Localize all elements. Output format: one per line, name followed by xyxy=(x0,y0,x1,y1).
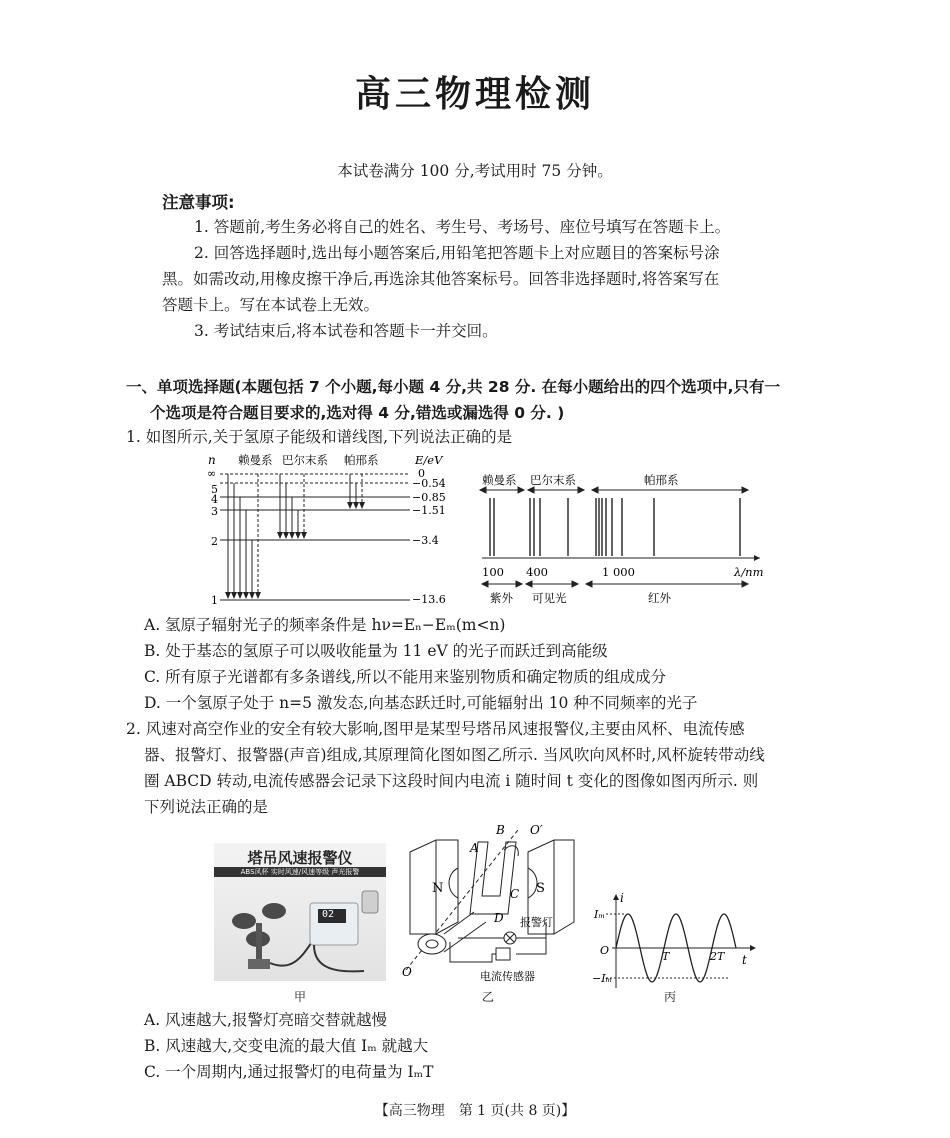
notice-line-5: 3. 考试结束后,将本试卷和答题卡一并交回。 xyxy=(194,322,498,340)
tick-lambda: λ/nm xyxy=(734,565,764,579)
anemometer-drawing xyxy=(214,843,386,981)
axis-i-label: i xyxy=(620,891,624,905)
sensor-label: 电流传感器 xyxy=(480,970,535,983)
origin-label: O xyxy=(600,944,610,957)
series-arrows xyxy=(480,487,748,493)
photo-subtitle: ABS风杯 实时风速/风速等级 声光报警 xyxy=(214,867,386,877)
label-O-prime: O′ xyxy=(530,823,543,837)
section-heading-line1: 一、单项选择题(本题包括 7 个小题,每小题 4 分,共 28 分. 在每小题给出的四个选项中,只有一 xyxy=(126,378,781,396)
q1-stem: 1. 如图所示,关于氢原子能级和谱线图,下列说法正确的是 xyxy=(126,428,513,446)
label-C: C xyxy=(510,887,520,901)
wind-alarm-photo xyxy=(214,843,386,981)
label-N: N xyxy=(432,881,444,896)
spectrum-lyman-label: 赖曼系 xyxy=(482,473,517,487)
label-O: O xyxy=(402,965,412,979)
q2-stem-line1: 2. 风速对高空作业的安全有较大影响,图甲是某型号塔吊风速报警仪,主要由风杯、电流传感 xyxy=(126,720,745,738)
exam-info: 本试卷满分 100 分,考试用时 75 分钟。 xyxy=(337,162,613,180)
energy-level-diagram xyxy=(200,450,462,610)
energy-5: −0.54 xyxy=(412,477,446,490)
current-time-graph xyxy=(592,890,762,990)
q1-option-c: C. 所有原子光谱都有多条谱线,所以不能用来鉴别物质和确定物质的组成成分 xyxy=(144,668,667,686)
level-5: 5 xyxy=(211,483,218,496)
lyman-label: 赖曼系 xyxy=(238,453,273,467)
spectral-lines xyxy=(490,498,740,556)
section-heading-line2: 个选项是符合题目要求的,选对得 4 分,错选或漏选得 0 分. ) xyxy=(150,404,565,422)
transition-arrows xyxy=(228,474,362,598)
spectrum-lines-diagram xyxy=(478,470,768,610)
q2-stem-line3: 圈 ABCD 转动,电流传感器会记录下这段时间内电流 i 随时间 t 变化的图像如图丙所示. 则 xyxy=(144,772,759,790)
balmer-label: 巴尔末系 xyxy=(282,453,328,467)
energy-4: −0.85 xyxy=(412,491,446,504)
q2-stem-line2: 器、报警灯、报警器(声音)组成,其原理简化图如图乙所示. 当风吹向风杯时,风杯旋转带动线 xyxy=(144,746,765,764)
energy-unit: E/eV xyxy=(415,453,443,467)
energy-2: −3.4 xyxy=(412,534,439,547)
region-visible: 可见光 xyxy=(532,591,567,605)
spectrum-balmer-label: 巴尔末系 xyxy=(530,473,576,487)
generator-schematic xyxy=(396,822,596,987)
notice-line-3: 黑。如需改动,用橡皮擦干净后,再选涂其他答案标号。回答非选择题时,将答案写在 xyxy=(162,270,720,288)
q1-option-a: A. 氢原子辐射光子的频率条件是 hν=Eₙ−Eₘ(m<n) xyxy=(144,616,506,634)
im-label: Iₘ xyxy=(594,908,606,921)
notice-line-2: 2. 回答选择题时,选出每小题答案后,用铅笔把答题卡上对应题目的答案标号涂 xyxy=(194,244,720,262)
tick-400: 400 xyxy=(526,565,548,579)
neg-im-label: −Iₘ xyxy=(592,972,613,985)
label-B: B xyxy=(496,823,505,837)
energy-3: −1.51 xyxy=(412,504,446,517)
n-axis-label: n xyxy=(208,453,216,467)
region-arrows xyxy=(482,581,748,587)
period-2T-label: 2T xyxy=(710,950,725,963)
label-S: S xyxy=(536,881,545,896)
energy-1: −13.6 xyxy=(412,593,446,606)
level-inf: ∞ xyxy=(207,467,217,480)
tick-1000: 1 000 xyxy=(602,565,635,579)
caption-yi: 乙 xyxy=(482,990,495,1004)
caption-bing: 丙 xyxy=(664,990,677,1004)
level-1: 1 xyxy=(211,594,218,607)
notice-heading: 注意事项: xyxy=(162,193,235,212)
photo-title: 塔吊风速报警仪 xyxy=(247,849,353,867)
q2-option-c: C. 一个周期内,通过报警灯的电荷量为 IₘT xyxy=(144,1063,434,1081)
level-4: 4 xyxy=(211,493,218,506)
spectrum-paschen-label: 帕邢系 xyxy=(644,473,679,487)
photo-display-value: 02 xyxy=(322,909,335,920)
level-lines xyxy=(220,474,410,600)
axis-t-label: t xyxy=(742,953,747,967)
q1-option-d: D. 一个氢原子处于 n=5 激发态,向基态跃迁时,可能辐射出 10 种不同频率的光子 xyxy=(144,694,698,712)
label-D: D xyxy=(494,911,504,925)
q1-option-b: B. 处于基态的氢原子可以吸收能量为 11 eV 的光子而跃迁到高能级 xyxy=(144,642,608,660)
caption-jia: 甲 xyxy=(294,990,307,1004)
level-3: 3 xyxy=(211,505,218,518)
q2-option-a: A. 风速越大,报警灯亮暗交替就越慢 xyxy=(144,1011,387,1029)
label-A: A xyxy=(470,841,479,855)
q2-stem-line4: 下列说法正确的是 xyxy=(144,798,269,816)
notice-line-4: 答题卡上。写在本试卷上无效。 xyxy=(162,296,380,314)
period-T-label: T xyxy=(662,950,670,963)
paschen-label: 帕邢系 xyxy=(344,453,379,467)
level-2: 2 xyxy=(211,535,218,548)
page-footer: 【高三物理 第 1 页(共 8 页)】 xyxy=(374,1103,576,1119)
page-title: 高三物理检测 xyxy=(354,74,595,115)
lamp-label: 报警灯 xyxy=(520,916,553,929)
tick-100: 100 xyxy=(482,565,504,579)
energy-inf: 0 xyxy=(418,467,425,480)
notice-line-1: 1. 答题前,考生务必将自己的姓名、考生号、考场号、座位号填写在答题卡上。 xyxy=(194,218,731,236)
region-uv: 紫外 xyxy=(490,591,513,605)
region-ir: 红外 xyxy=(648,591,671,605)
q2-option-b: B. 风速越大,交变电流的最大值 Iₘ 就越大 xyxy=(144,1037,429,1055)
